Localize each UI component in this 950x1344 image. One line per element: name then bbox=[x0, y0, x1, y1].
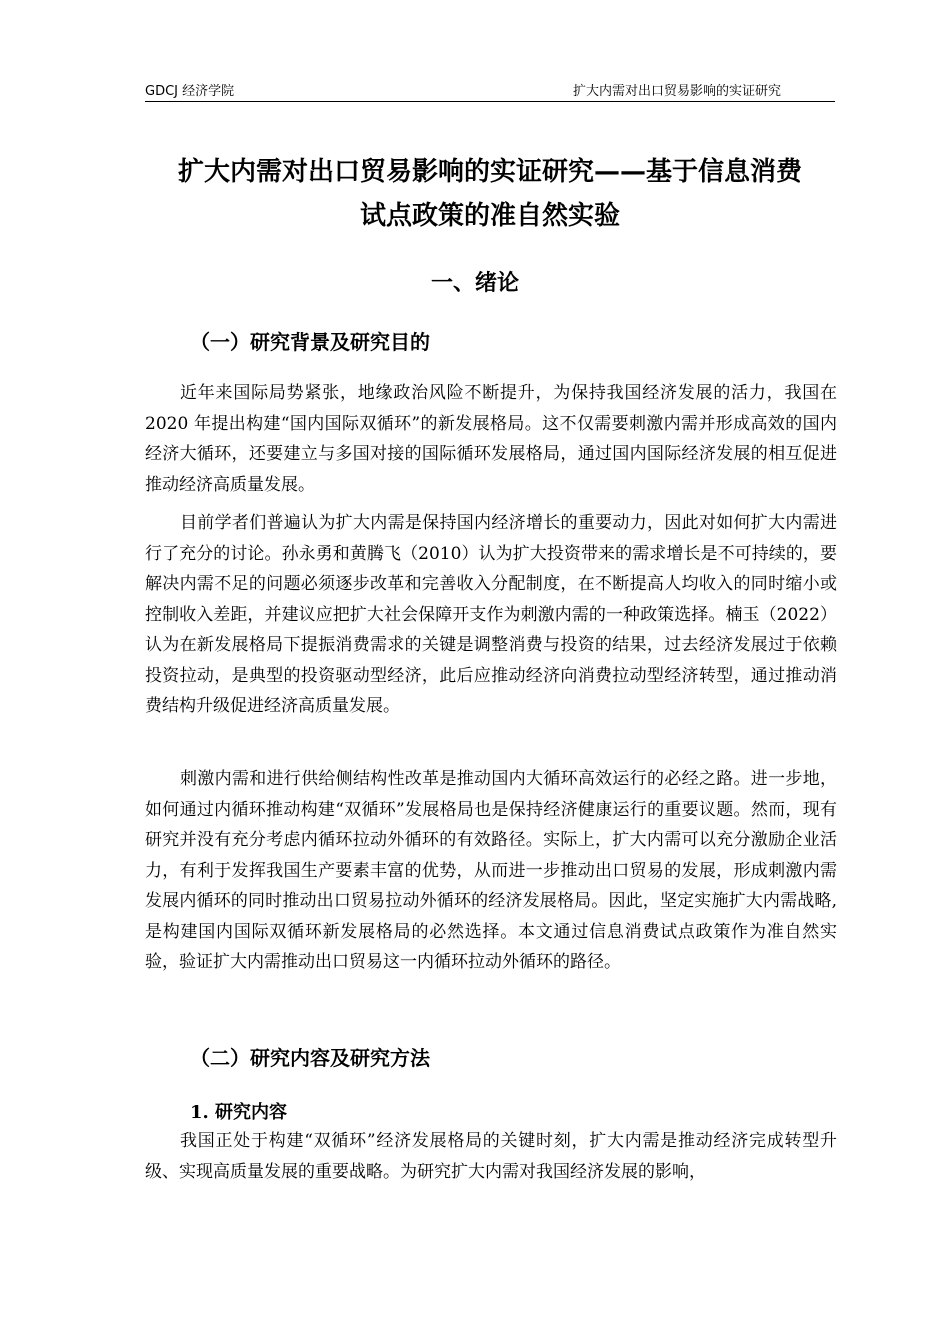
section-heading: 一、绪论 bbox=[430, 271, 519, 296]
paragraph-1: 近年来国际局势紧张，地缘政治风险不断提升，为保持我国经济发展的活力，我国在 2020 年提出构建“国内国际双循环”的新发展格局。这不仅需要刺激内需并形成高效的国内经济大循环，还要建立与多国对接的国际循环发展格局，通过国内国际经济发展的相互促进推动经济高质量发展。 bbox=[145, 383, 837, 495]
title-line-1: 扩大内需对出口贸易影响的实证研究——基于信息消费 bbox=[177, 157, 802, 187]
item-heading-1: 1. 研究内容 bbox=[190, 1102, 288, 1123]
title-line-2: 试点政策的准自然实验 bbox=[359, 201, 620, 231]
paragraph-4: 我国正处于构建“双循环”经济发展格局的关键时刻，扩大内需是推动经济完成转型升级、实现高质量发展的重要战略。为研究扩大内需对我国经济发展的影响， bbox=[145, 1131, 837, 1182]
header-left-text: GDCJ 经济学院 bbox=[145, 84, 235, 99]
paragraph-3: 刺激内需和进行供给侧结构性改革是推动国内大循环高效运行的必经之路。进一步地，如何通过内循环推动构建“双循环”发展格局也是保持经济健康运行的重要议题。然而，现有研究并没有充分考虑内循环拉动外循环的有效路径。实际上，扩大内需可以充分激励企业活力，有利于发挥我国生产要素丰富的优势，从而进一步推动出口贸易的发展，形成刺激内需发展内循环的同时推动出口贸易拉动外循环的经济发展格局。因此，坚定实施扩大内需战略,是构建国内国际双循环新发展格局的必然选择。本文通过信息消费试点政策作为准自然实验，验证扩大内需推动出口贸易这一内循环拉动外循环的路径。 bbox=[145, 769, 837, 972]
paper-title bbox=[140, 150, 840, 238]
header-divider bbox=[145, 101, 835, 102]
paragraph-2: 目前学者们普遍认为扩大内需是保持国内经济增长的重要动力，因此对如何扩大内需进行了充分的讨论。孙永勇和黄腾飞（2010）认为扩大投资带来的需求增长是不可持续的，要解决内需不足的问题必须逐步改革和完善收入分配制度，在不断提高人均收入的同时缩小或控制收入差距，并建议应把扩大社会保障开支作为刺激内需的一种政策选择。楠玉（2022）认为在新发展格局下提振消费需求的关键是调整消费与投资的结果，过去经济发展过于依赖投资拉动，是典型的投资驱动型经济，此后应推动经济向消费拉动型经济转型，通过推动消费结构升级促进经济高质量发展。 bbox=[145, 513, 837, 716]
subsection-heading-1: （一）研究背景及研究目的 bbox=[190, 330, 430, 354]
page-header bbox=[145, 78, 835, 100]
subsection-heading-2: （二）研究内容及研究方法 bbox=[190, 1046, 430, 1070]
header-right-text: 扩大内需对出口贸易影响的实证研究 bbox=[572, 84, 781, 99]
